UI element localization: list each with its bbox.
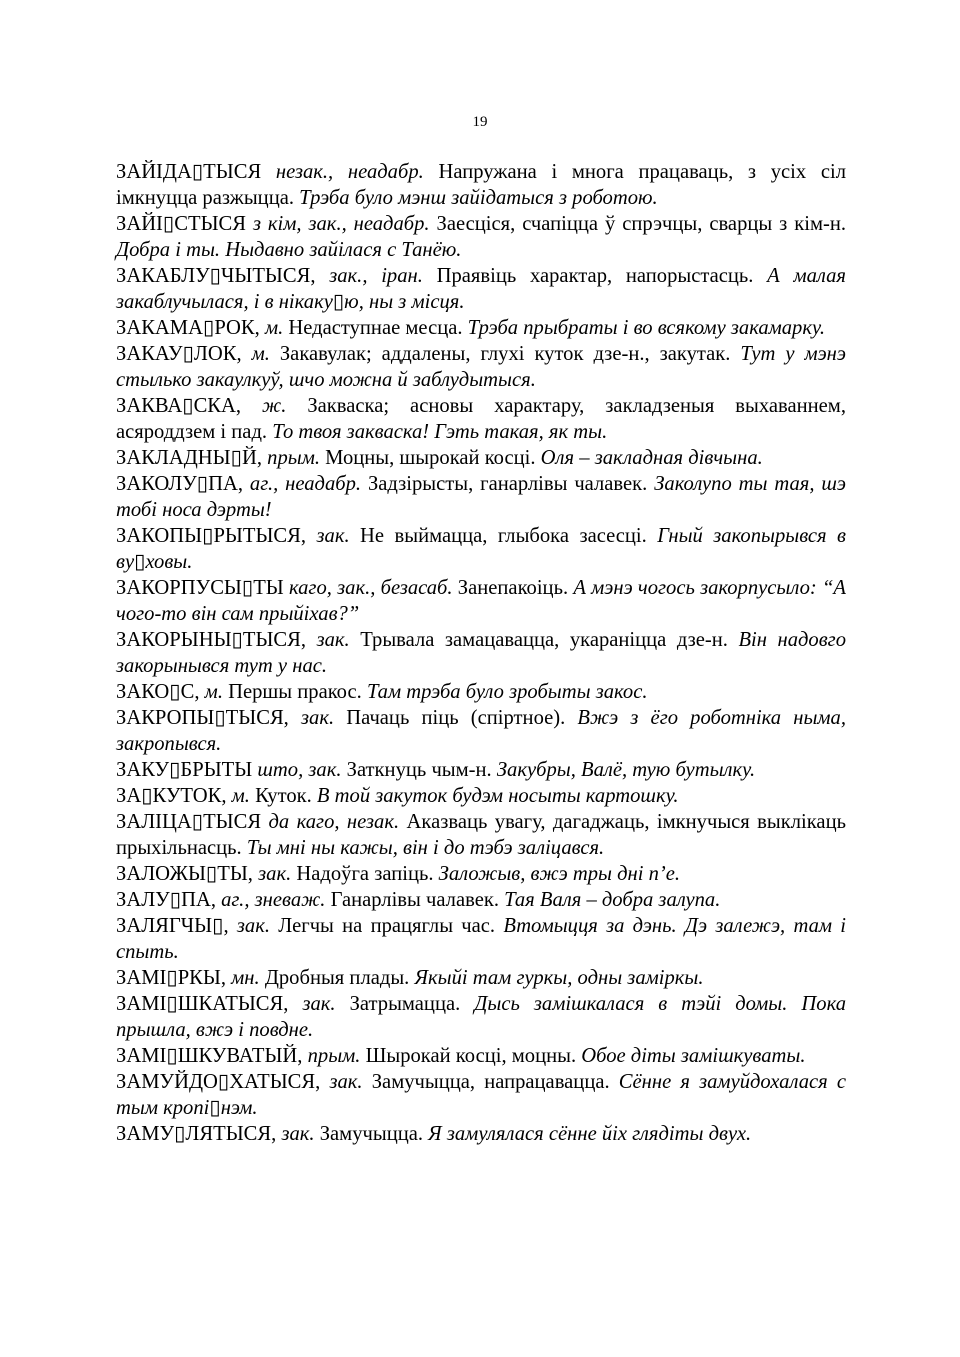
headword: ЗАКВА▯СКА, [116, 395, 242, 417]
usage-example: В той закуток будэм носыты картошку. [316, 785, 679, 807]
usage-example: Сённе я замуйдохалася с тым кропі▯нэм. [116, 1071, 846, 1119]
headword: ЗАМІ▯ШКУВАТЫЙ, [116, 1045, 303, 1067]
usage-example: Гный закопырывся в ву▯ховы. [116, 525, 846, 573]
usage-example: Закубры, Валё, тую бутылку. [496, 759, 756, 781]
grammar-note: каго, зак., безасаб. [289, 577, 453, 599]
headword: ЗАМУЙДО▯ХАТЫСЯ, [116, 1071, 321, 1093]
grammar-note: зак., іран. [329, 265, 423, 287]
grammar-note: зак. [281, 1123, 315, 1145]
dictionary-entry [116, 913, 846, 965]
grammar-note: прым. [307, 1045, 361, 1067]
definition: Напружана і многа працаваць, з усіх сіл імкнуцца разжыцца. [116, 161, 846, 209]
usage-example: Заложыв, вжэ тры дні п’е. [438, 863, 681, 885]
headword: ЗАЛУ▯ПА, [116, 889, 216, 911]
grammar-note: зак. [316, 525, 350, 547]
usage-example: Тут у мэнэ стылько закаулкуў, шчо можна й заблудытыся. [116, 343, 846, 391]
dictionary-entry [116, 393, 846, 445]
headword: ЗАЛОЖЫ▯ТЫ, [116, 863, 253, 885]
definition: Затрымацца. [335, 993, 475, 1015]
dictionary-entry [116, 809, 846, 861]
grammar-note: аг., зневаж. [221, 889, 326, 911]
usage-example: Якыйі там гуркы, одны заміркы. [414, 967, 704, 989]
dictionary-entry [116, 705, 846, 757]
definition: Дробныя плады. [259, 967, 415, 989]
headword: ЗАКУ▯БРЫТЫ [116, 759, 253, 781]
definition: Закавулак; аддалены, глухі куток дзе-н., закутак. [269, 343, 741, 365]
grammar-note: мн. [231, 967, 260, 989]
definition: Моцны, шырокай косці. [320, 447, 541, 469]
usage-example: Вжэ з ёго роботніка ныма, закропывся. [116, 707, 846, 755]
dictionary-entry [116, 211, 846, 263]
usage-example: Тая Валя – добра залупа. [504, 889, 721, 911]
definition: Трывала замацавацца, укараніцца дзе-н. [349, 629, 739, 651]
definition: Ганарлівы чалавек. [325, 889, 505, 911]
dictionary-entry [116, 263, 846, 315]
usage-example: Обое діты замішкуваты. [581, 1045, 806, 1067]
definition: Заткнуць чым-н. [341, 759, 497, 781]
dictionary-entry [116, 1121, 846, 1147]
usage-example: То твоя закваска! Гэть такая, як ты. [272, 421, 608, 443]
usage-example: Втомыцця за дэнь. Дэ залежэ, там і спыть. [116, 915, 846, 963]
usage-example: Він надовго закорынывся тут у нас. [116, 629, 846, 677]
grammar-note: ж. [262, 395, 287, 417]
dictionary-entry [116, 315, 846, 341]
grammar-note: зак. [302, 993, 336, 1015]
dictionary-entry [116, 887, 846, 913]
grammar-note: м. [204, 681, 223, 703]
definition: Надоўга запіць. [291, 863, 439, 885]
grammar-note: незак., неадабр. [275, 161, 424, 183]
definition: Куток. [249, 785, 317, 807]
grammar-note: м. [251, 343, 270, 365]
grammar-note: з кім, зак., неадабр. [252, 213, 430, 235]
dictionary-entry [116, 861, 846, 887]
grammar-note: зак. [236, 915, 271, 937]
usage-example: Заколупо ты тая, шэ тобі носа дэрты! [116, 473, 846, 521]
dictionary-entry [116, 159, 846, 211]
dictionary-entry [116, 679, 846, 705]
headword: ЗАКАМА▯РОК, [116, 317, 260, 339]
definition: Праявіць характар, напорыстасць. [422, 265, 768, 287]
usage-example: Добра і ты. Ныдавно зайілася с Танёю. [116, 239, 462, 261]
usage-example: А мэнэ чогось закорпусыло: “А чого-то він сам прыйіхав?” [116, 577, 847, 625]
definition: Не выймацца, глыбока засесці. [349, 525, 658, 547]
grammar-note: зак. [258, 863, 292, 885]
dictionary-entry [116, 445, 846, 471]
headword: ЗАКАУ▯ЛОК, [116, 343, 242, 365]
headword: ЗАЛІЦА▯ТЫСЯ [116, 811, 262, 833]
definition: Шырокай косці, моцны. [360, 1045, 582, 1067]
dictionary-entry [116, 965, 846, 991]
headword: ЗАКОЛУ▯ПА, [116, 473, 244, 495]
usage-example: Трэба прыбраты і во всякому закамарку. [467, 317, 825, 339]
headword: ЗА▯КУТОК, [116, 785, 227, 807]
page-number: 19 [472, 114, 488, 130]
headword: ЗАЙІДА▯ТЫСЯ [116, 161, 262, 183]
usage-example: Я замулялася сённе йіх глядіты двух. [428, 1123, 752, 1145]
definition: Заесціся, счапіцца ў спрэчцы, сварцы з кім-н. [429, 213, 846, 235]
grammar-note: зак. [329, 1071, 363, 1093]
usage-example: Трэба було мэнш зайідатыся з роботою. [299, 187, 658, 209]
headword: ЗАМІ▯ШКАТЫСЯ, [116, 993, 289, 1015]
headword: ЗАКОРЫНЫ▯ТЫСЯ, [116, 629, 307, 651]
definition: Занепакоіць. [452, 577, 574, 599]
headword: ЗАЛЯГЧЫ▯, [116, 915, 229, 937]
dictionary-entry [116, 1069, 846, 1121]
grammar-note: м. [231, 785, 250, 807]
dictionary-entries [116, 159, 846, 1147]
usage-example: А малая закаблучылася, і в нікаку▯ю, ны з місця. [116, 265, 846, 313]
dictionary-entry [116, 1043, 846, 1069]
dictionary-entry [116, 471, 846, 523]
dictionary-entry [116, 783, 846, 809]
headword: ЗАКОПЫ▯РЫТЫСЯ, [116, 525, 307, 547]
definition: Закваска; асновы характару, закладзеныя выхаваннем, асяроддзем і пад. [116, 395, 846, 443]
grammar-note: што, зак. [257, 759, 342, 781]
usage-example: Ты мні ны кажы, він і до тэбэ заліцався. [246, 837, 605, 859]
dictionary-entry [116, 341, 846, 393]
grammar-note: прым. [267, 447, 320, 469]
definition: Легчы на працяглы час. [270, 915, 504, 937]
definition: Аказваць увагу, дагаджаць, імкнучыся выклікаць прыхільнасць. [116, 811, 846, 859]
headword: ЗАКАБЛУ▯ЧЫТЫСЯ, [116, 265, 316, 287]
headword: ЗАКО▯С, [116, 681, 200, 703]
headword: ЗАКЛАДНЫ▯Й, [116, 447, 262, 469]
dictionary-entry [116, 523, 846, 575]
grammar-note: м. [264, 317, 284, 339]
grammar-note: зак. [300, 707, 335, 729]
headword: ЗАКОРПУСЫ▯ТЫ [116, 577, 284, 599]
usage-example: Там трэба було зробыты закос. [366, 681, 648, 703]
dictionary-entry [116, 627, 846, 679]
dictionary-entry [116, 575, 846, 627]
grammar-note: аг., неадабр. [249, 473, 362, 495]
headword: ЗАЙІ▯СТЫСЯ [116, 213, 246, 235]
grammar-note: зак. [316, 629, 350, 651]
headword: ЗАКРОПЫ▯ТЫСЯ, [116, 707, 289, 729]
usage-example: Оля – закладная дівчына. [540, 447, 763, 469]
dictionary-entry [116, 757, 846, 783]
definition: Замучыцца, напрацавацца. [362, 1071, 619, 1093]
definition: Замучыцца. [314, 1123, 429, 1145]
definition: Пачаць піць (спіртное). [334, 707, 578, 729]
definition: Задзірысты, ганарлівы чалавек. [361, 473, 655, 495]
headword: ЗАМУ▯ЛЯТЫСЯ, [116, 1123, 277, 1145]
grammar-note: да каго, незак. [268, 811, 400, 833]
dictionary-entry [116, 991, 846, 1043]
headword: ЗАМІ▯РКЫ, [116, 967, 226, 989]
definition: Першы пракос. [222, 681, 367, 703]
definition: Недаступнае месца. [283, 317, 468, 339]
usage-example: Дысь замішкалася в тэйі домы. Пока прышла, вжэ і повдне. [116, 993, 847, 1041]
